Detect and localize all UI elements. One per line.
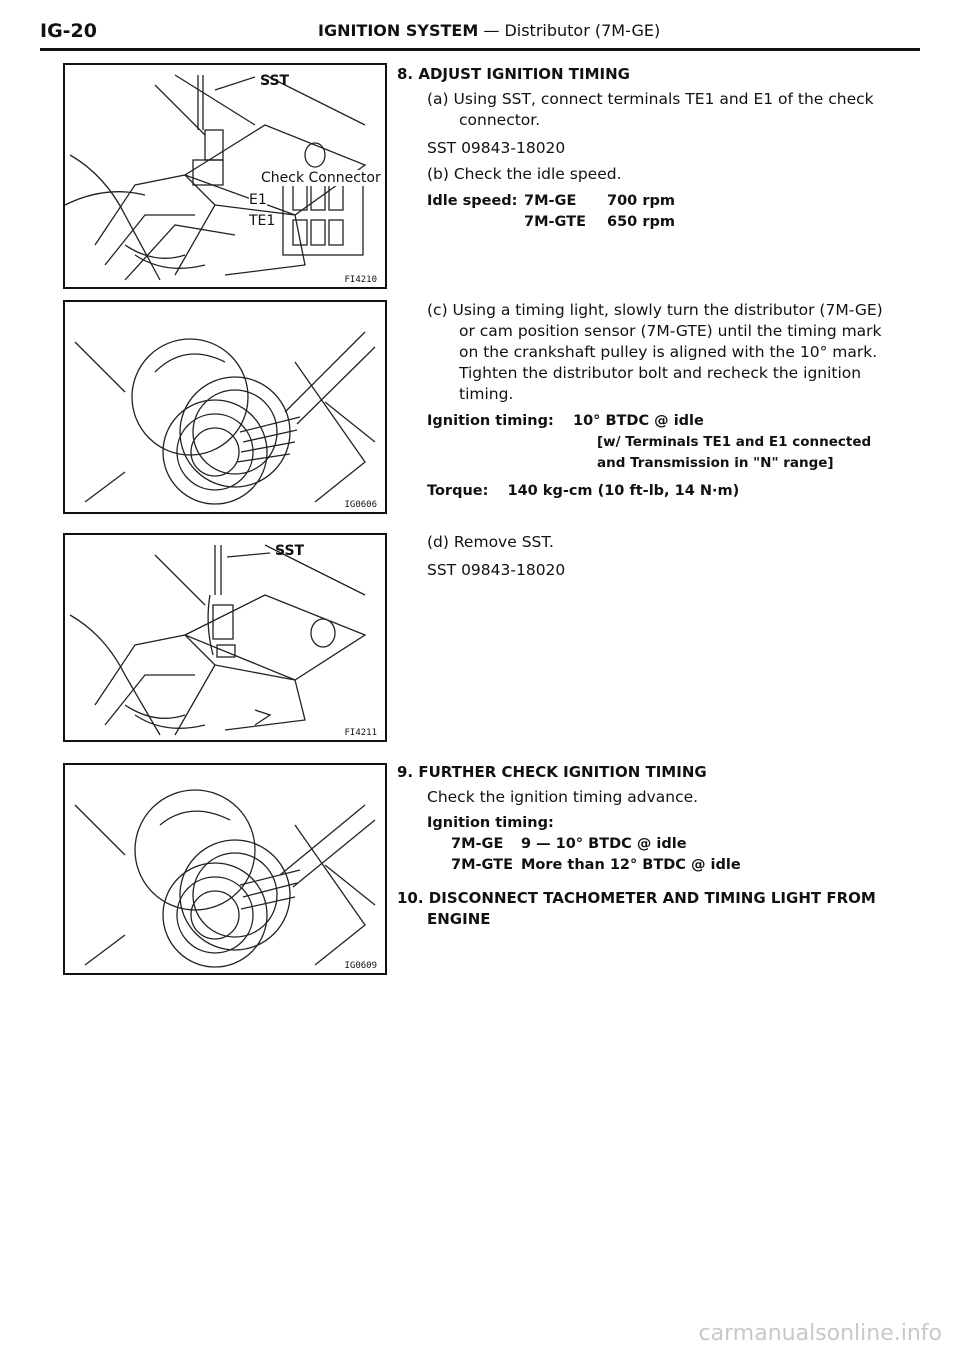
ignition-timing-spec (427, 411, 897, 475)
figure-code: IG0609 (344, 961, 377, 971)
torque-value: 140 kg-cm (10 ft-lb, 14 N·m) (507, 483, 740, 499)
step-8d-text: (d) Remove SST. (427, 533, 554, 551)
timing-light-illustration (65, 302, 385, 512)
page-number: IG-20 (40, 20, 97, 42)
step-8 (397, 64, 897, 233)
idle-value-7mge: 700 rpm (607, 193, 675, 209)
figure-code: FI4211 (344, 728, 377, 738)
check-connector-label: Check Connector (261, 170, 381, 186)
step-8b-text: (b) Check the idle speed. (427, 165, 622, 183)
step-9-timing-label: Ignition timing: (427, 815, 554, 831)
step-8d (397, 532, 897, 581)
sst-number: SST 09843-18020 (427, 139, 566, 157)
subsection-title: — Distributor (7M-GE) (483, 21, 661, 40)
step-10 (397, 888, 897, 930)
sst-number-2: SST 09843-18020 (427, 561, 566, 579)
te1-terminal-label: TE1 (249, 213, 276, 229)
step-8a-text: (a) Using SST, connect terminals TE1 and E1 of the check connector. (427, 90, 874, 129)
e1-terminal-label: E1 (249, 192, 267, 208)
step-9 (397, 762, 897, 876)
ignition-timing-label: Ignition timing: (427, 413, 554, 429)
page-header (40, 18, 920, 51)
advance-model-7mgte: 7M-GTE (451, 857, 513, 873)
sst-label: SST (275, 543, 305, 559)
figure-code: IG0606 (344, 500, 377, 510)
watermark: carmanualsonline.info (698, 1321, 942, 1346)
idle-speed-spec (427, 191, 897, 233)
figure-code: FI4210 (344, 275, 377, 285)
figure-timing-advance (63, 763, 387, 975)
sst-label: SST (260, 73, 290, 89)
step-8-title: 8. ADJUST IGNITION TIMING (397, 65, 630, 83)
page-title (318, 21, 660, 40)
advance-model-7mge: 7M-GE (451, 836, 504, 852)
torque-spec (427, 481, 897, 502)
idle-model-7mgte: 7M-GTE (524, 214, 586, 230)
step-8c-text: (c) Using a timing light, slowly turn the distributor (7M-GE) or cam position sensor (7M-GTE) until the timing mark on the crankshaft pulley is aligned with the 10° mark. Tighten the distributor bolt and recheck the ignition timing. (427, 301, 883, 403)
step-10-title: 10. DISCONNECT TACHOMETER AND TIMING LIGHT FROM ENGINE (397, 889, 876, 928)
idle-speed-label: Idle speed: (427, 193, 518, 209)
figure-remove-sst (63, 533, 387, 742)
timing-advance-illustration (65, 765, 385, 973)
ignition-timing-note-1: [w/ Terminals TE1 and E1 connected (597, 434, 872, 450)
idle-value-7mgte: 650 rpm (607, 214, 675, 230)
ignition-timing-note-2: and Transmission in "N" range] (597, 455, 834, 471)
ignition-timing-value: 10° BTDC @ idle (573, 413, 704, 429)
figure-timing-light (63, 300, 387, 514)
advance-value-7mgte: More than 12° BTDC @ idle (521, 857, 741, 873)
advance-value-7mge: 9 — 10° BTDC @ idle (521, 836, 687, 852)
step-9-timing-spec (427, 834, 897, 876)
step-8c (397, 300, 897, 502)
torque-label: Torque: (427, 483, 489, 499)
idle-model-7mge: 7M-GE (524, 193, 577, 209)
figure-check-connector (63, 63, 387, 289)
step-9-title: 9. FURTHER CHECK IGNITION TIMING (397, 763, 707, 781)
remove-sst-illustration (65, 535, 385, 740)
section-title: IGNITION SYSTEM (318, 21, 479, 40)
step-9-text: Check the ignition timing advance. (427, 788, 699, 806)
